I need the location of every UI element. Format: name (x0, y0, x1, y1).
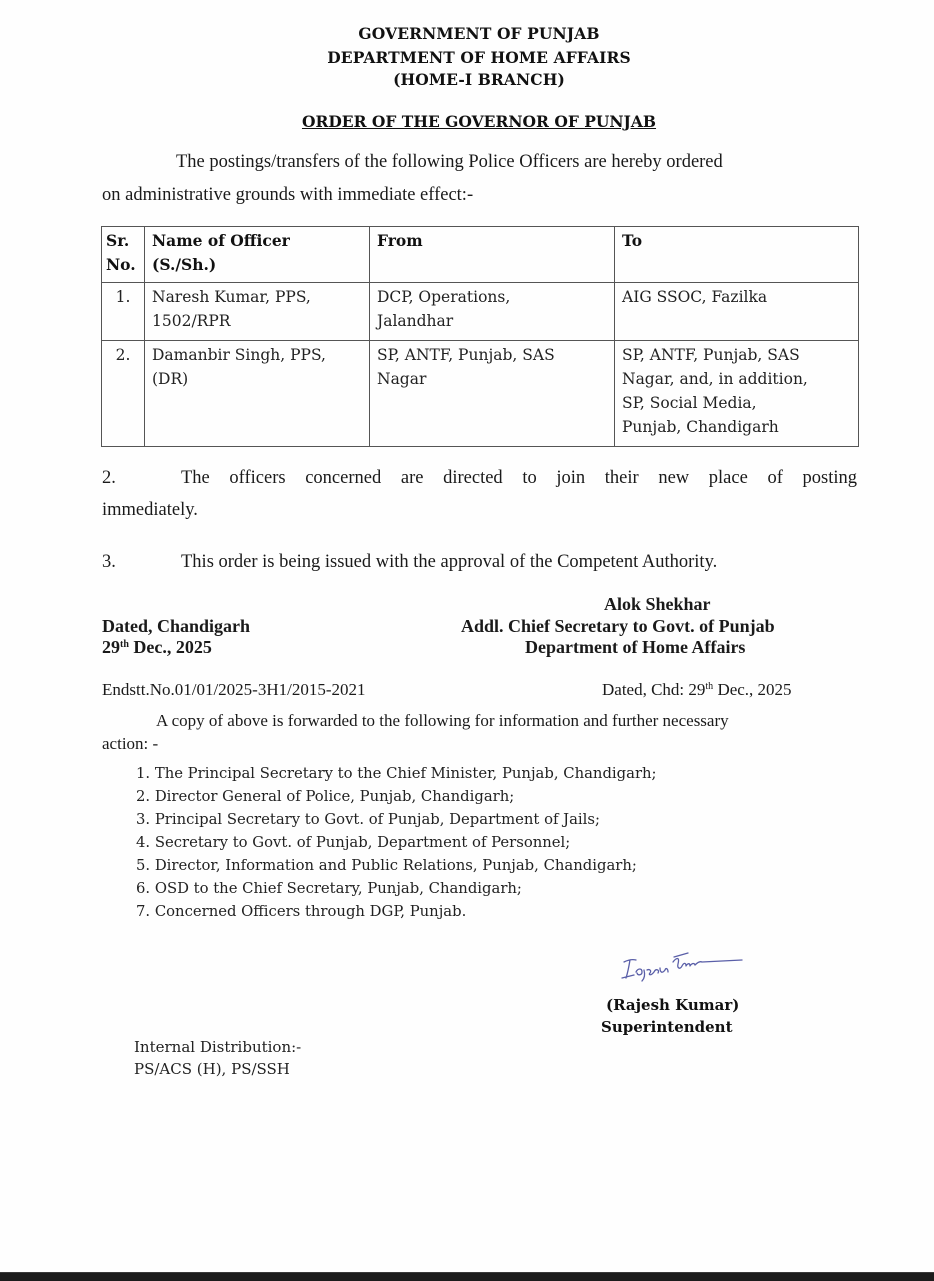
officer-name-line1: Naresh Kumar, PPS, (152, 288, 311, 306)
header-from: From (370, 227, 615, 283)
para-3-text: This order is being issued with the approval of the Competent Authority. (181, 552, 718, 572)
list-item: 2. Director General of Police, Punjab, Chandigarh; (136, 788, 515, 805)
cell-officer-name (145, 283, 370, 341)
copy-forward-line-2: action: - (102, 734, 159, 753)
to-line1: SP, ANTF, Punjab, SAS (622, 346, 800, 364)
superintendent-name: (Rajesh Kumar) (606, 996, 740, 1014)
header-sr-line1: Sr. (106, 231, 130, 250)
from-line1: SP, ANTF, Punjab, SAS (377, 346, 555, 364)
cell-sr: 2. (102, 341, 145, 447)
endorsement-number: Endstt.No.01/01/2025-3H1/2015-2021 (102, 680, 366, 699)
signatory-designation: Addl. Chief Secretary to Govt. of Punjab (461, 616, 775, 636)
cell-from (370, 341, 615, 447)
header-name-line1: Name of Officer (152, 231, 290, 250)
dated-day-suffix: th (120, 639, 129, 650)
from-line2: Nagar (377, 370, 427, 388)
header-branch: (HOME-I BRANCH) (393, 70, 565, 89)
table-row (102, 341, 859, 447)
copy-forward-line-1: A copy of above is forwarded to the following for information and further necessary (156, 711, 729, 730)
intro-line-2: on administrative grounds with immediate effect:- (102, 185, 474, 205)
header-sr-line2: No. (106, 255, 136, 274)
endorsement-date-prefix: Dated, Chd: 29 (602, 680, 706, 699)
internal-distribution-label: Internal Distribution:- (134, 1038, 302, 1056)
to-line3: SP, Social Media, (622, 394, 757, 412)
officer-name-line2: (DR) (152, 370, 189, 388)
header-government: GOVERNMENT OF PUNJAB (358, 24, 600, 43)
list-item: 4. Secretary to Govt. of Punjab, Department of Personnel; (136, 834, 571, 851)
dated-date (102, 637, 212, 658)
table-header-row (102, 227, 859, 283)
list-item: 1. The Principal Secretary to the Chief Minister, Punjab, Chandigarh; (136, 765, 657, 782)
endorsement-date-suffix: th (705, 681, 714, 692)
para-2-text: The officers concerned are directed to join their new place of posting (181, 468, 857, 488)
dated-month-year: Dec., 2025 (128, 637, 212, 657)
header-to: To (615, 227, 859, 283)
header-name-line2: (S./Sh.) (152, 255, 217, 274)
handwritten-signature-icon (618, 948, 748, 982)
to-line2: Nagar, and, in addition, (622, 370, 808, 388)
order-title: ORDER OF THE GOVERNOR OF PUNJAB (301, 112, 657, 131)
postings-table (101, 226, 859, 447)
endorsement-date (602, 680, 792, 700)
to-line1: AIG SSOC, Fazilka (622, 288, 768, 306)
cell-to (615, 283, 859, 341)
to-line4: Punjab, Chandigarh (622, 418, 779, 436)
officer-name-line1: Damanbir Singh, PPS, (152, 346, 326, 364)
from-line1: DCP, Operations, (377, 288, 511, 306)
para-3-number: 3. (102, 552, 116, 572)
header-sr-no (102, 227, 145, 283)
dated-place: Dated, Chandigarh (102, 616, 251, 636)
para-2-continuation: immediately. (102, 500, 198, 520)
list-item: 5. Director, Information and Public Relations, Punjab, Chandigarh; (136, 857, 637, 874)
cell-officer-name (145, 341, 370, 447)
endorsement-date-rest: Dec., 2025 (713, 680, 792, 699)
cell-from (370, 283, 615, 341)
table-row (102, 283, 859, 341)
list-item: 7. Concerned Officers through DGP, Punjab. (136, 903, 467, 920)
dated-day: 29 (102, 637, 120, 657)
list-item: 3. Principal Secretary to Govt. of Punjab, Department of Jails; (136, 811, 600, 828)
cell-sr: 1. (102, 283, 145, 341)
internal-distribution-value: PS/ACS (H), PS/SSH (134, 1060, 290, 1078)
header-department: DEPARTMENT OF HOME AFFAIRS (327, 48, 631, 67)
signatory-department: Department of Home Affairs (525, 637, 746, 657)
intro-line-1: The postings/transfers of the following Police Officers are hereby ordered (176, 152, 723, 172)
recipient-list (136, 762, 657, 923)
superintendent-designation: Superintendent (601, 1018, 733, 1036)
officer-name-line2: 1502/RPR (152, 312, 231, 330)
list-item: 6. OSD to the Chief Secretary, Punjab, Chandigarh; (136, 880, 522, 897)
from-line2: Jalandhar (377, 312, 454, 330)
signatory-name: Alok Shekhar (604, 594, 711, 614)
para-2-number: 2. (102, 468, 116, 488)
cell-to (615, 341, 859, 447)
header-officer-name (145, 227, 370, 283)
